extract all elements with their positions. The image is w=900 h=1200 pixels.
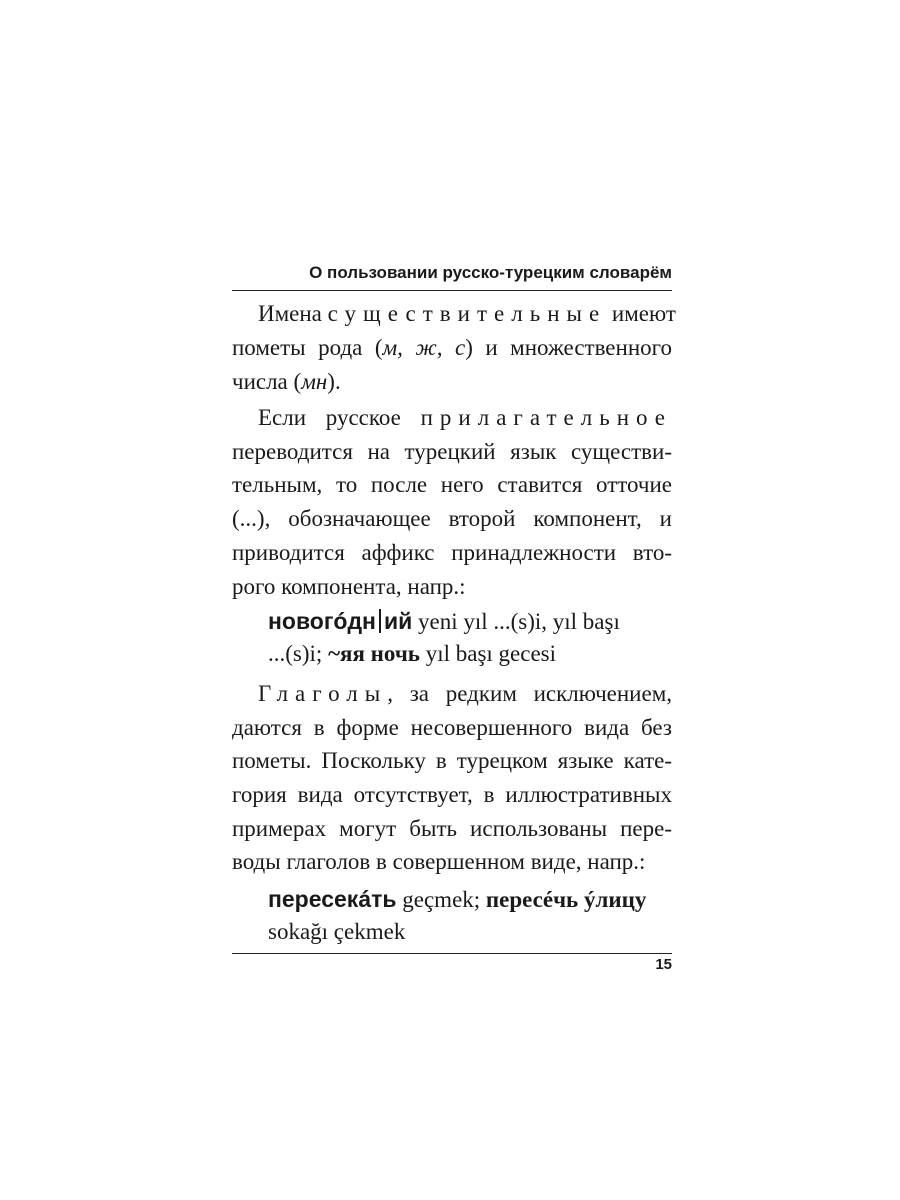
p3-line-3: пометы. Поскольку в турецком языке кате- bbox=[232, 748, 672, 773]
example-1-line-2: ...(s)i; ~яя ночь yıl başı gecesi bbox=[268, 641, 556, 666]
p3-line-1: Глаголы, за редким исключением, bbox=[258, 681, 672, 706]
p1-line-1: Имена существительные имеют bbox=[258, 301, 676, 326]
p2-line-3: тельным, то после него ставится отточие bbox=[232, 472, 672, 497]
spaced-term: Глаголы bbox=[258, 681, 388, 706]
spaced-term: прилагательное bbox=[420, 405, 672, 430]
example-2-line-1: пересекáть geçmek; пересéчь ýлицу bbox=[268, 886, 647, 912]
example-2-line-2: sokağı çekmek bbox=[268, 919, 406, 944]
headword: пересекáть bbox=[268, 886, 397, 912]
page-number: 15 bbox=[655, 956, 672, 973]
p1-line-3: числа (мн). bbox=[232, 369, 341, 394]
p3-line-4: гория вида отсутствует, в иллюстративных bbox=[232, 782, 672, 807]
stem-separator bbox=[379, 609, 381, 633]
headword-ending: ий bbox=[383, 608, 413, 634]
p2-line-4: (...), обозначающее второй компонент, и bbox=[232, 506, 672, 531]
spaced-term: существительные bbox=[327, 301, 607, 326]
example-1-line-1: новогóдн ий yeni yıl ...(s)i, yıl başı bbox=[268, 608, 620, 634]
p3-line-2: даются в форме несовершенного вида без bbox=[232, 715, 672, 740]
p1-line-2: пометы рода (м, ж, с) и множественного bbox=[232, 335, 672, 360]
headword: новогóдн bbox=[268, 608, 376, 634]
derived-phrase: пересéчь ýлицу bbox=[485, 887, 647, 912]
p3-line-5: примерах могут быть использованы пере- bbox=[232, 816, 672, 841]
p2-line-2: переводится на турецкий язык существи- bbox=[232, 439, 672, 464]
p3-line-6: воды глаголов в совершенном виде, напр.: bbox=[232, 849, 646, 874]
p2-line-6: рого компонента, напр.: bbox=[232, 574, 466, 599]
running-header: О пользовании русско-турецким словарём bbox=[309, 263, 672, 282]
footer-rule bbox=[232, 953, 672, 954]
derived-phrase: ~яя ночь bbox=[328, 641, 420, 666]
page-body bbox=[232, 295, 676, 955]
p2-line-5: приводится аффикс принадлежности вто- bbox=[232, 540, 672, 565]
header-rule bbox=[232, 290, 672, 291]
p2-line-1: Если русское прилагательное bbox=[258, 405, 672, 430]
